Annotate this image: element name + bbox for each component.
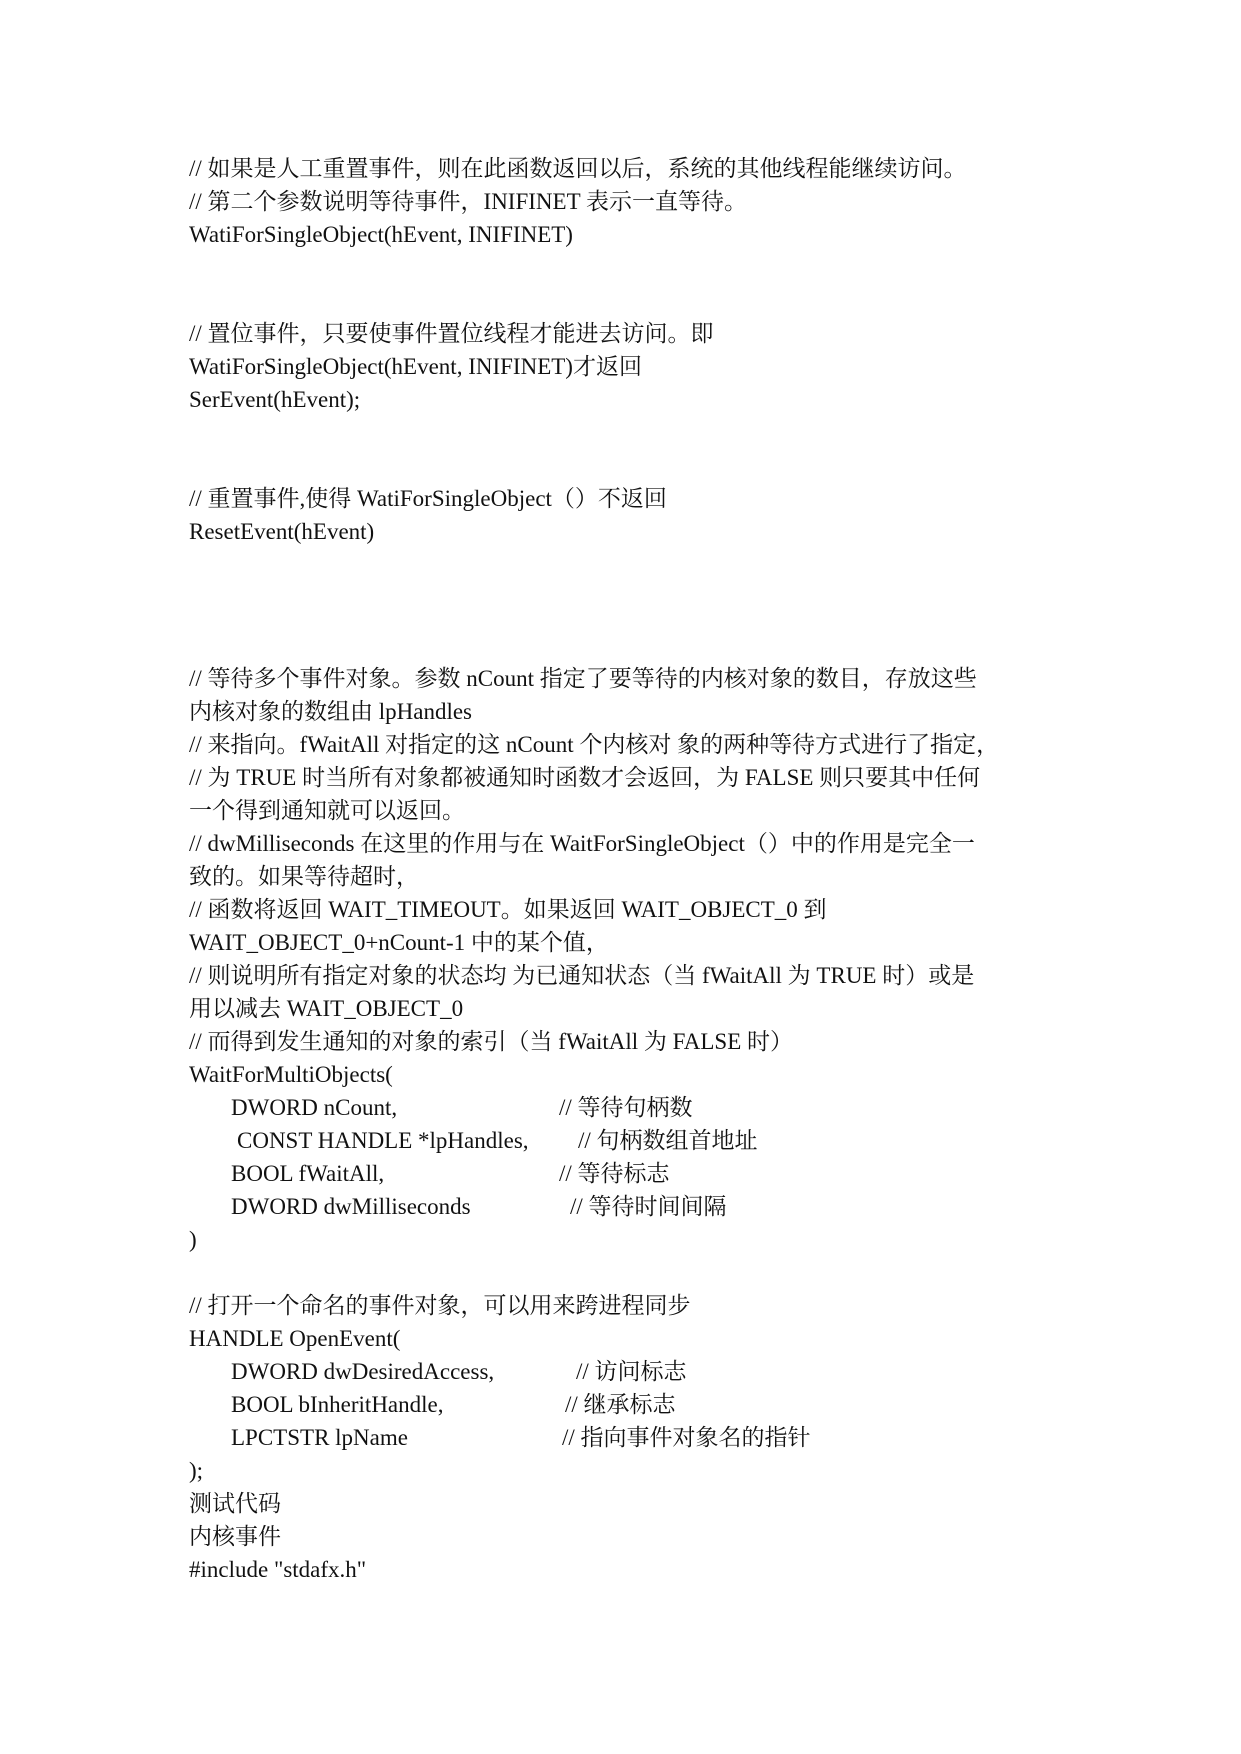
spacer — [189, 416, 1069, 482]
param-line — [189, 1388, 1069, 1421]
param-comment: // 等待时间间隔 — [570, 1194, 727, 1219]
text-line: // 而得到发生通知的对象的索引（当 fWaitAll 为 FALSE 时） — [189, 1029, 794, 1054]
text-line: 用以减去 WAIT_OBJECT_0 — [189, 996, 464, 1021]
param-comment: // 等待句柄数 — [559, 1095, 693, 1120]
param-comment: // 继承标志 — [565, 1392, 676, 1417]
code-line: ); — [189, 1458, 204, 1483]
text-line: // 打开一个命名的事件对象，可以用来跨进程同步 — [189, 1293, 691, 1318]
text-line: // 为 TRUE 时当所有对象都被通知时函数才会返回，为 FALSE 则只要其中任何 — [189, 765, 981, 790]
text-line: // 如果是人工重置事件，则在此函数返回以后，系统的其他线程能继续访问。 — [189, 156, 967, 181]
param-line — [189, 1355, 1069, 1388]
param-line — [189, 1091, 1069, 1124]
param-line — [189, 1124, 1069, 1157]
param-decl: CONST HANDLE *lpHandles, — [237, 1128, 529, 1153]
text-line: 内核对象的数组由 lpHandles — [189, 699, 473, 724]
code-line: #include "stdafx.h" — [189, 1557, 367, 1582]
code-line: WatiForSingleObject(hEvent, INIFINET)才返回 — [189, 354, 642, 379]
text-line: 一个得到通知就可以返回。 — [189, 798, 465, 823]
param-comment: // 等待标志 — [559, 1161, 670, 1186]
param-line — [189, 1421, 1069, 1454]
code-line: ResetEvent(hEvent) — [189, 519, 375, 544]
param-decl: BOOL bInheritHandle, — [231, 1392, 444, 1417]
param-comment: // 指向事件对象名的指针 — [562, 1425, 811, 1450]
code-line: WatiForSingleObject(hEvent, INIFINET) — [189, 222, 573, 247]
code-line: SerEvent(hEvent); — [189, 387, 361, 412]
text-line: WAIT_OBJECT_0+nCount-1 中的某个值， — [189, 930, 609, 955]
text-line: // 来指向。fWaitAll 对指定的这 nCount 个内核对 象的两种等待方式进行了指定， — [189, 732, 1000, 757]
spacer — [189, 1256, 1069, 1289]
code-line: HANDLE OpenEvent( — [189, 1326, 401, 1351]
text-line: // 函数将返回 WAIT_TIMEOUT。如果返回 WAIT_OBJECT_0 到 — [189, 897, 827, 922]
spacer — [189, 647, 1069, 662]
text-line: // 置位事件，只要使事件置位线程才能进去访问。即 — [189, 321, 714, 346]
param-line — [189, 1157, 1069, 1190]
param-line — [189, 1190, 1069, 1223]
text-line: // 第二个参数说明等待事件，INIFINET 表示一直等待。 — [189, 189, 747, 214]
param-decl: DWORD dwMilliseconds — [231, 1194, 471, 1219]
param-decl: DWORD dwDesiredAccess, — [231, 1359, 495, 1384]
code-line: WaitForMultiObjects( — [189, 1062, 393, 1087]
text-line: 测试代码 — [189, 1491, 281, 1516]
param-decl: LPCTSTR lpName — [231, 1425, 408, 1450]
param-decl: DWORD nCount, — [231, 1095, 398, 1120]
param-comment: // 访问标志 — [576, 1359, 687, 1384]
text-line: // 重置事件,使得 WatiForSingleObject（）不返回 — [189, 486, 667, 511]
text-line: // 则说明所有指定对象的状态均 为已通知状态（当 fWaitAll 为 TRUE 时）或是 — [189, 963, 975, 988]
text-line: // dwMilliseconds 在这里的作用与在 WaitForSingleObject（）中的作用是完全一 — [189, 831, 975, 856]
code-line: ) — [189, 1227, 197, 1252]
spacer — [189, 251, 1069, 317]
document-body — [189, 152, 1069, 1586]
text-line: // 等待多个事件对象。参数 nCount 指定了要等待的内核对象的数目，存放这些 — [189, 666, 977, 691]
text-line: 内核事件 — [189, 1524, 281, 1549]
text-line: 致的。如果等待超时， — [189, 864, 419, 889]
spacer — [189, 548, 1069, 647]
param-decl: BOOL fWaitAll, — [231, 1161, 385, 1186]
param-comment: // 句柄数组首地址 — [578, 1128, 758, 1153]
